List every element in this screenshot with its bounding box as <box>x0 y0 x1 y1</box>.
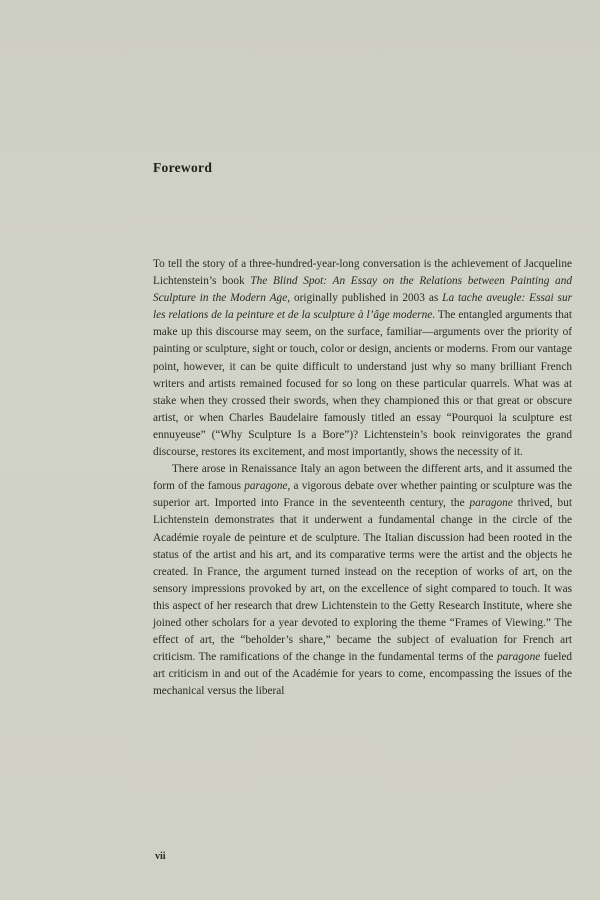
italic-text: The Blind Spot: An Essay on the Relations between Painting and Sculpture in the Modern Age <box>153 275 572 305</box>
text-run: . The entangled arguments that make up this discourse may seem, on the surface, familiar—arguments over the priority of painting or sculpture, sight or touch, color or design, ancients or moderns. From our vantage point, however, it can be quite difficult to understand just why so many brilliant French writers and artists remained focused for so long on these particular quarrels. What was at stake when they crossed their swords, when they championed this or that great or obscure artist, or when Charles Baudelaire famously titled an essay “Pourquoi la sculpture est ennuyeuse” (“Why Sculpture Is a Bore”)? Lichtenstein’s book reinvigorates the grand discourse, restores its excitement, and most importantly, shows the necessity of it. <box>153 309 573 459</box>
italic-text: paragone <box>496 651 541 664</box>
italic-text: paragone <box>244 480 288 493</box>
text-run: fueled art criticism in and out of the Académie for years to come, encompassing the issues of the mechanical versus the liberal <box>153 651 572 698</box>
page-number: vii <box>155 851 166 862</box>
body-text <box>153 256 572 700</box>
text-run: , originally published in 2003 as <box>287 292 443 305</box>
paragraph <box>153 256 572 461</box>
italic-text: La tache aveugle: Essai sur les relations de la peinture et de la sculpture à l’âge moderne <box>153 292 572 322</box>
text-run: There arose in Renaissance Italy an agon between the different arts, and it assumed the form of the famous <box>153 463 572 493</box>
text-run: To tell the story of a three-hundred-year-long conversation is the achievement of Jacqueline Lichtenstein’s book <box>153 258 572 288</box>
text-run: , a vigorous debate over whether painting or sculpture was the superior art. Imported into France in the seventeenth century, the <box>153 480 572 510</box>
chapter-heading: Foreword <box>153 160 213 175</box>
text-run: thrived, but Lichtenstein demonstrates that it underwent a fundamental change in the circle of the Académie royale de peinture et de sculpture. The Italian discussion had been rooted in the status of the artist and his art, and its comparative terms were the artist and the objects he created. In France, the argument turned instead on the reception of works of art, on the sensory impressions provoked by art, on the excellence of sight compared to touch. It was this aspect of her research that drew Lichtenstein to the Getty Research Institute, where she joined other scholars for a year devoted to exploring the theme “Frames of Viewing.” The effect of art, the “beholder’s share,” became the subject of evaluation for French art criticism. The ramifications of the change in the fundamental terms of the <box>153 497 572 664</box>
italic-text: paragone <box>469 497 513 510</box>
paragraph <box>153 461 572 700</box>
